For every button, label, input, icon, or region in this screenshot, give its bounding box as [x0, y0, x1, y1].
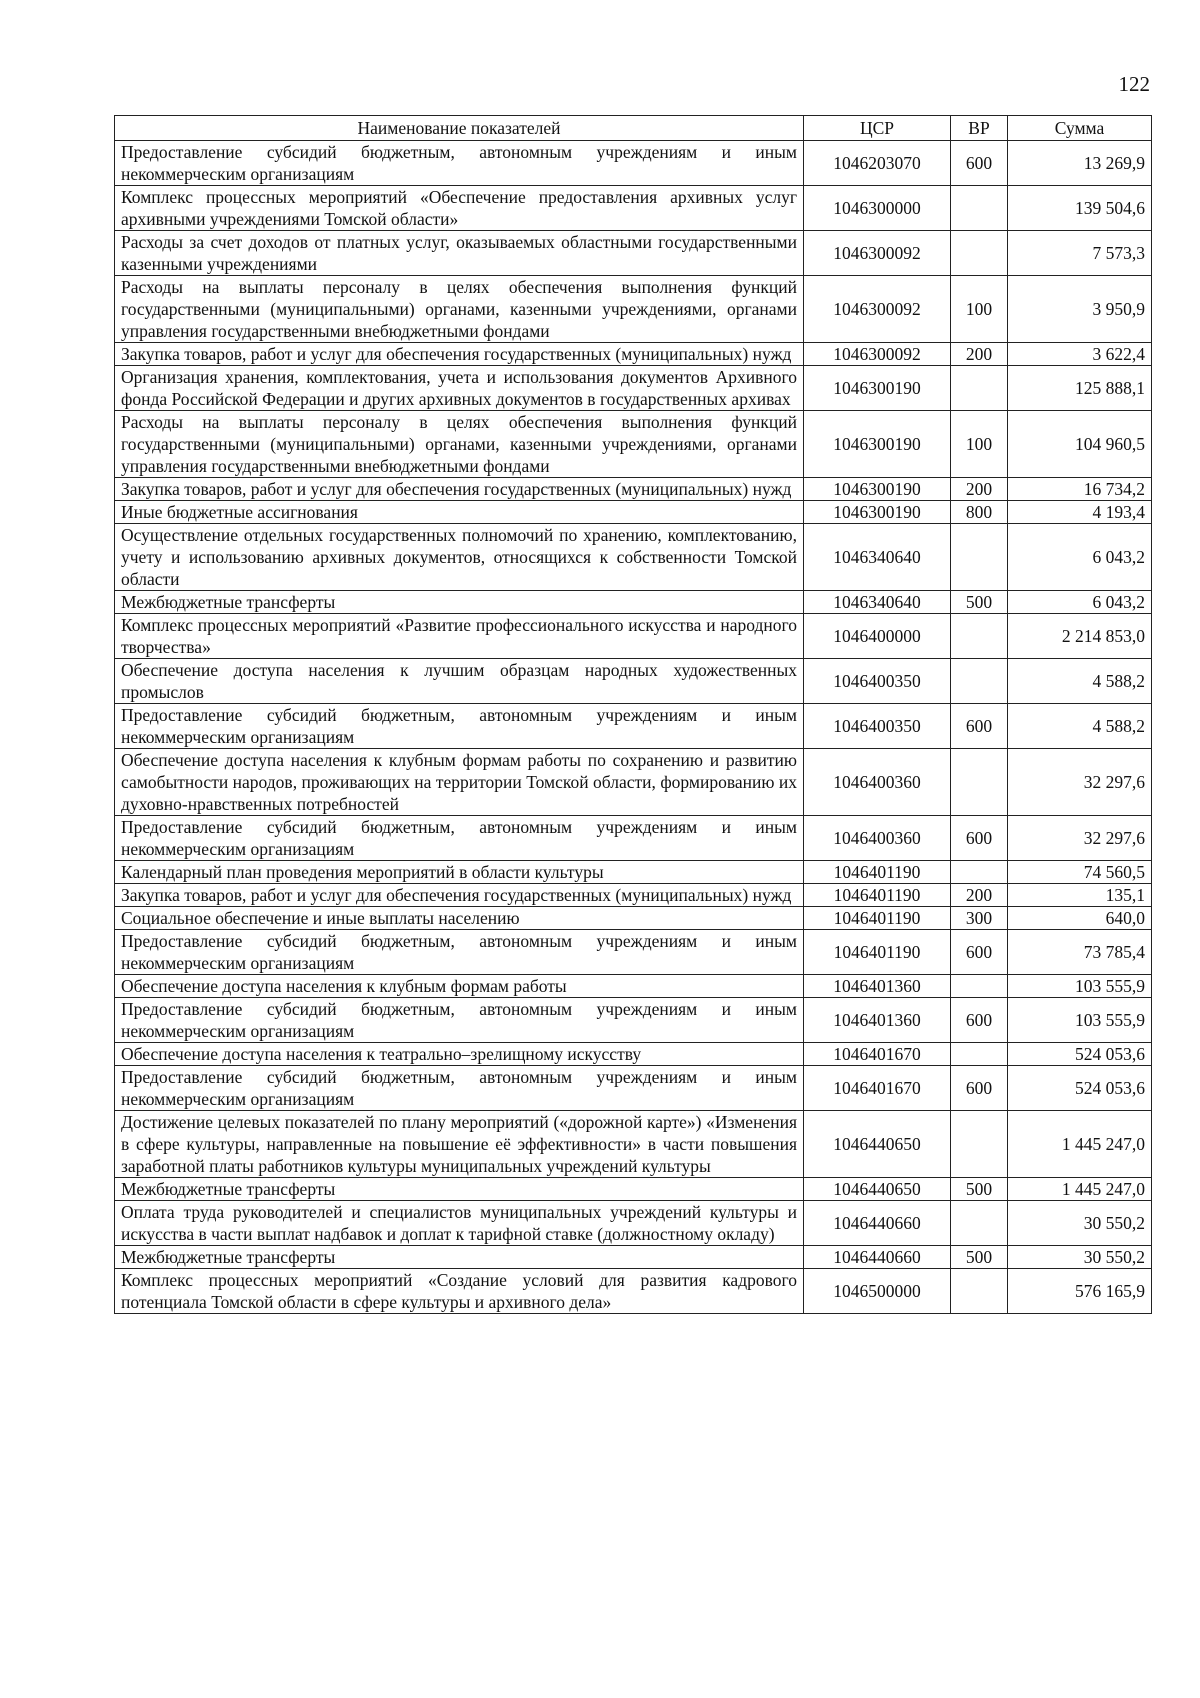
cell-sum: 524 053,6 [1008, 1043, 1152, 1066]
cell-csr: 1046400350 [804, 704, 951, 749]
cell-name: Обеспечение доступа населения к клубным формам работы по сохранению и развитию самобытности народов, проживающих на территории Томской области, формированию их духовно-нравственных потребностей [115, 749, 804, 816]
table-row [115, 478, 1152, 501]
cell-name: Осуществление отдельных государственных полномочий по хранению, комплектованию, учету и использованию архивных документов, относящихся к собственности Томской области [115, 524, 804, 591]
cell-name: Предоставление субсидий бюджетным, автономным учреждениям и иным некоммерческим организациям [115, 1066, 804, 1111]
table-row [115, 343, 1152, 366]
header-row [115, 116, 1152, 141]
cell-csr: 1046401360 [804, 975, 951, 998]
cell-name: Предоставление субсидий бюджетным, автономным учреждениям и иным некоммерческим организациям [115, 704, 804, 749]
header-vr: ВР [951, 116, 1008, 141]
cell-csr: 1046300092 [804, 276, 951, 343]
table-row [115, 1066, 1152, 1111]
cell-sum: 4 193,4 [1008, 501, 1152, 524]
cell-vr [951, 749, 1008, 816]
cell-csr: 1046401670 [804, 1066, 951, 1111]
cell-vr: 600 [951, 141, 1008, 186]
header-sum: Сумма [1008, 116, 1152, 141]
table-row [115, 276, 1152, 343]
budget-table [114, 115, 1152, 1314]
table-row [115, 231, 1152, 276]
table-body [115, 141, 1152, 1314]
cell-csr: 1046500000 [804, 1269, 951, 1314]
cell-sum: 139 504,6 [1008, 186, 1152, 231]
header-csr: ЦСР [804, 116, 951, 141]
cell-sum: 7 573,3 [1008, 231, 1152, 276]
cell-csr: 1046300190 [804, 501, 951, 524]
cell-sum: 640,0 [1008, 907, 1152, 930]
cell-sum: 3 622,4 [1008, 343, 1152, 366]
cell-sum: 135,1 [1008, 884, 1152, 907]
cell-vr [951, 975, 1008, 998]
cell-vr: 500 [951, 1246, 1008, 1269]
table-row [115, 366, 1152, 411]
cell-name: Расходы за счет доходов от платных услуг, оказываемых областными государственными казенными учреждениями [115, 231, 804, 276]
cell-vr [951, 614, 1008, 659]
cell-sum: 1 445 247,0 [1008, 1178, 1152, 1201]
cell-sum: 32 297,6 [1008, 816, 1152, 861]
cell-name: Предоставление субсидий бюджетным, автономным учреждениям и иным некоммерческим организациям [115, 998, 804, 1043]
cell-vr: 800 [951, 501, 1008, 524]
cell-name: Закупка товаров, работ и услуг для обеспечения государственных (муниципальных) нужд [115, 343, 804, 366]
cell-name: Организация хранения, комплектования, учета и использования документов Архивного фонда Российской Федерации и других архивных документов в государственных архивах [115, 366, 804, 411]
cell-csr: 1046340640 [804, 591, 951, 614]
cell-sum: 125 888,1 [1008, 366, 1152, 411]
cell-csr: 1046300190 [804, 478, 951, 501]
cell-csr: 1046401360 [804, 998, 951, 1043]
table-row [115, 861, 1152, 884]
cell-vr [951, 861, 1008, 884]
cell-vr [951, 1111, 1008, 1178]
cell-vr: 600 [951, 998, 1008, 1043]
table-row [115, 816, 1152, 861]
cell-vr [951, 366, 1008, 411]
cell-sum: 30 550,2 [1008, 1201, 1152, 1246]
cell-csr: 1046401190 [804, 907, 951, 930]
cell-vr: 100 [951, 276, 1008, 343]
table-row [115, 1178, 1152, 1201]
cell-csr: 1046440650 [804, 1111, 951, 1178]
cell-sum: 3 950,9 [1008, 276, 1152, 343]
table-row [115, 411, 1152, 478]
cell-csr: 1046401190 [804, 884, 951, 907]
cell-name: Комплекс процессных мероприятий «Создание условий для развития кадрового потенциала Томской области в сфере культуры и архивного дела» [115, 1269, 804, 1314]
cell-vr [951, 186, 1008, 231]
cell-csr: 1046300190 [804, 366, 951, 411]
cell-sum: 73 785,4 [1008, 930, 1152, 975]
cell-sum: 576 165,9 [1008, 1269, 1152, 1314]
cell-vr [951, 231, 1008, 276]
cell-vr: 200 [951, 343, 1008, 366]
table-row [115, 524, 1152, 591]
cell-vr [951, 659, 1008, 704]
cell-vr [951, 1043, 1008, 1066]
table-row [115, 749, 1152, 816]
cell-name: Комплекс процессных мероприятий «Развитие профессионального искусства и народного творчества» [115, 614, 804, 659]
cell-csr: 1046440660 [804, 1201, 951, 1246]
table-row [115, 1246, 1152, 1269]
cell-sum: 6 043,2 [1008, 591, 1152, 614]
cell-vr: 600 [951, 704, 1008, 749]
cell-vr [951, 1201, 1008, 1246]
cell-name: Межбюджетные трансферты [115, 1178, 804, 1201]
table-row [115, 1269, 1152, 1314]
cell-vr: 500 [951, 1178, 1008, 1201]
table-row [115, 704, 1152, 749]
cell-name: Предоставление субсидий бюджетным, автономным учреждениям и иным некоммерческим организациям [115, 141, 804, 186]
table-row [115, 907, 1152, 930]
cell-sum: 4 588,2 [1008, 704, 1152, 749]
cell-sum: 16 734,2 [1008, 478, 1152, 501]
cell-name: Обеспечение доступа населения к лучшим образцам народных художественных промыслов [115, 659, 804, 704]
cell-vr: 200 [951, 478, 1008, 501]
table-header [115, 116, 1152, 141]
cell-name: Календарный план проведения мероприятий в области культуры [115, 861, 804, 884]
cell-csr: 1046440660 [804, 1246, 951, 1269]
cell-vr [951, 524, 1008, 591]
cell-sum: 1 445 247,0 [1008, 1111, 1152, 1178]
cell-csr: 1046400350 [804, 659, 951, 704]
cell-name: Оплата труда руководителей и специалистов муниципальных учреждений культуры и искусства в части выплат надбавок и доплат к тарифной ставке (должностному окладу) [115, 1201, 804, 1246]
table-row [115, 1043, 1152, 1066]
cell-sum: 103 555,9 [1008, 975, 1152, 998]
cell-csr: 1046340640 [804, 524, 951, 591]
cell-name: Предоставление субсидий бюджетным, автономным учреждениям и иным некоммерческим организациям [115, 930, 804, 975]
cell-csr: 1046400360 [804, 816, 951, 861]
table-row [115, 1201, 1152, 1246]
cell-sum: 32 297,6 [1008, 749, 1152, 816]
table-row [115, 141, 1152, 186]
table-row [115, 659, 1152, 704]
table-row [115, 998, 1152, 1043]
table-row [115, 930, 1152, 975]
table-row [115, 501, 1152, 524]
table-row [115, 884, 1152, 907]
cell-csr: 1046401190 [804, 930, 951, 975]
cell-sum: 4 588,2 [1008, 659, 1152, 704]
cell-csr: 1046300190 [804, 411, 951, 478]
cell-csr: 1046401670 [804, 1043, 951, 1066]
cell-name: Межбюджетные трансферты [115, 1246, 804, 1269]
cell-sum: 104 960,5 [1008, 411, 1152, 478]
cell-name: Закупка товаров, работ и услуг для обеспечения государственных (муниципальных) нужд [115, 884, 804, 907]
cell-name: Закупка товаров, работ и услуг для обеспечения государственных (муниципальных) нужд [115, 478, 804, 501]
cell-name: Расходы на выплаты персоналу в целях обеспечения выполнения функций государственными (муниципальными) органами, казенными учреждениями, органами управления государственными внебюджетными фондами [115, 411, 804, 478]
cell-csr: 1046203070 [804, 141, 951, 186]
cell-csr: 1046300000 [804, 186, 951, 231]
cell-name: Иные бюджетные ассигнования [115, 501, 804, 524]
header-name: Наименование показателей [115, 116, 804, 141]
cell-name: Достижение целевых показателей по плану мероприятий («дорожной карте») «Изменения в сфере культуры, направленные на повышение её эффективности» в части повышения заработной платы работников культуры муниципальных учреждений культуры [115, 1111, 804, 1178]
cell-name: Социальное обеспечение и иные выплаты населению [115, 907, 804, 930]
cell-csr: 1046400360 [804, 749, 951, 816]
cell-sum: 30 550,2 [1008, 1246, 1152, 1269]
cell-csr: 1046440650 [804, 1178, 951, 1201]
cell-vr: 600 [951, 816, 1008, 861]
cell-sum: 103 555,9 [1008, 998, 1152, 1043]
table-row [115, 186, 1152, 231]
cell-name: Обеспечение доступа населения к клубным формам работы [115, 975, 804, 998]
cell-name: Обеспечение доступа населения к театрально–зрелищному искусству [115, 1043, 804, 1066]
cell-name: Межбюджетные трансферты [115, 591, 804, 614]
table-row [115, 591, 1152, 614]
cell-vr [951, 1269, 1008, 1314]
cell-csr: 1046400000 [804, 614, 951, 659]
cell-vr: 500 [951, 591, 1008, 614]
cell-sum: 74 560,5 [1008, 861, 1152, 884]
cell-vr: 100 [951, 411, 1008, 478]
cell-name: Расходы на выплаты персоналу в целях обеспечения выполнения функций государственными (муниципальными) органами, казенными учреждениями, органами управления государственными внебюджетными фондами [115, 276, 804, 343]
cell-csr: 1046401190 [804, 861, 951, 884]
cell-vr: 600 [951, 1066, 1008, 1111]
cell-sum: 524 053,6 [1008, 1066, 1152, 1111]
page-number: 122 [1118, 72, 1150, 96]
cell-sum: 2 214 853,0 [1008, 614, 1152, 659]
table-row [115, 1111, 1152, 1178]
cell-sum: 6 043,2 [1008, 524, 1152, 591]
table-row [115, 614, 1152, 659]
cell-name: Комплекс процессных мероприятий «Обеспечение предоставления архивных услуг архивными учреждениями Томской области» [115, 186, 804, 231]
cell-name: Предоставление субсидий бюджетным, автономным учреждениям и иным некоммерческим организациям [115, 816, 804, 861]
table-row [115, 975, 1152, 998]
cell-csr: 1046300092 [804, 231, 951, 276]
cell-vr: 200 [951, 884, 1008, 907]
cell-vr: 600 [951, 930, 1008, 975]
cell-csr: 1046300092 [804, 343, 951, 366]
cell-sum: 13 269,9 [1008, 141, 1152, 186]
cell-vr: 300 [951, 907, 1008, 930]
